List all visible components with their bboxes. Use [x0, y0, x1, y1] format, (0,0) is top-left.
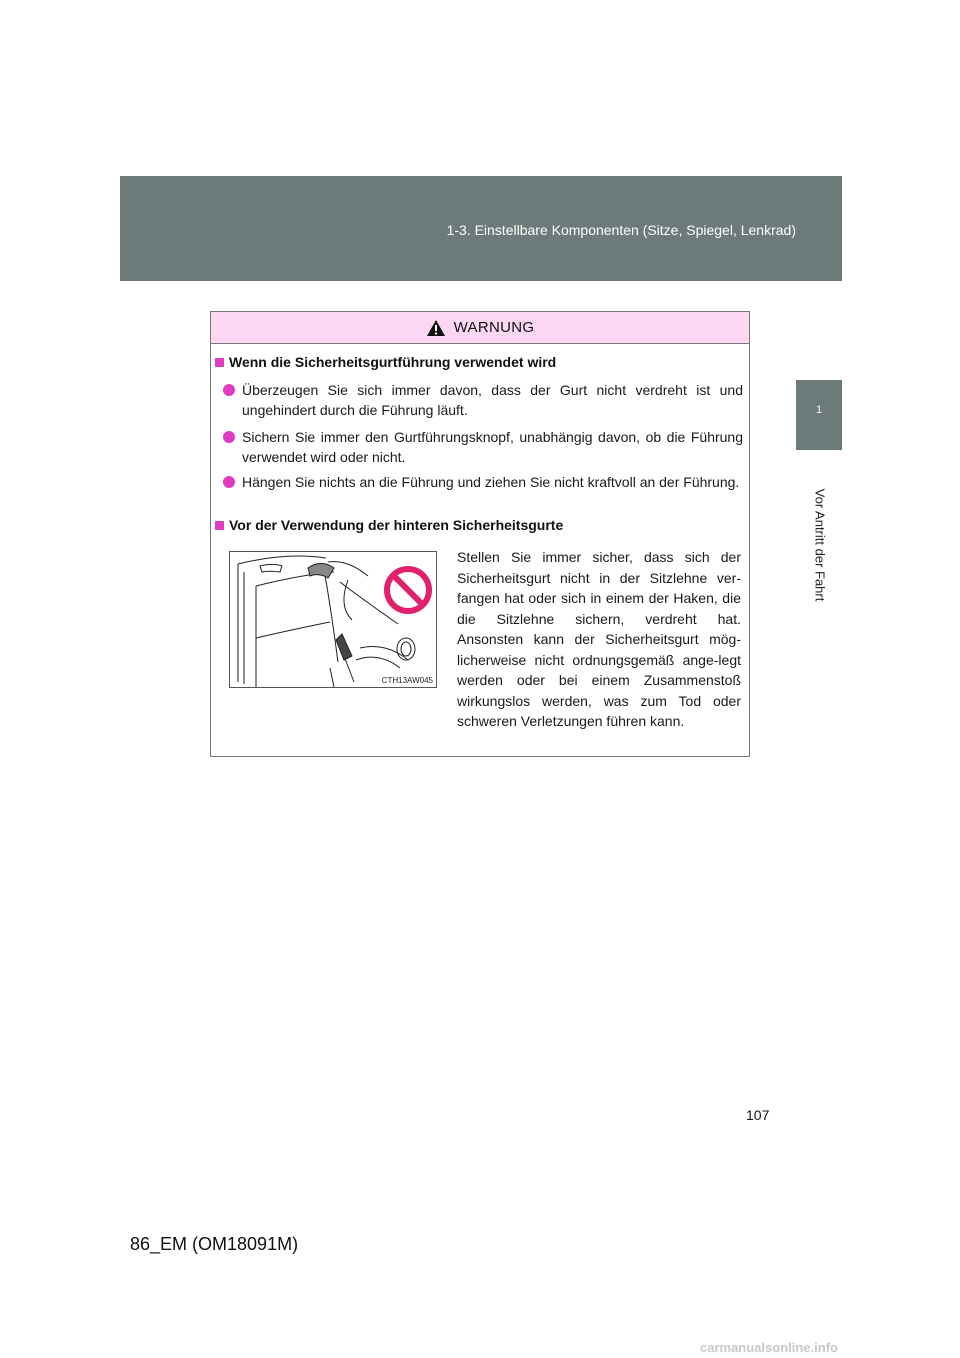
- square-bullet-icon: [215, 358, 224, 367]
- chapter-title: 1-3. Einstellbare Komponenten (Sitze, Spiegel, Lenkrad): [446, 222, 796, 238]
- warning-box: [210, 311, 750, 757]
- list-item-text: Hängen Sie nichts an die Führung und ziehen Sie nicht kraftvoll an der Führung.: [242, 474, 740, 490]
- seat-belt-illustration: [229, 551, 437, 688]
- seat-belt-drawing: [230, 552, 436, 687]
- warning-title: WARNUNG: [453, 319, 535, 336]
- section-heading-text: Vor der Verwendung der hinteren Sicherheitsgurte: [229, 517, 564, 533]
- list-item: [223, 472, 743, 492]
- figure-code: CTH13AW045: [381, 676, 433, 685]
- list-item: [223, 380, 743, 420]
- section-heading-rear-belts: [215, 517, 563, 533]
- page-number: 107: [746, 1107, 770, 1123]
- list-item: [223, 427, 743, 467]
- list-item-text: Überzeugen Sie sich immer davon, dass der Gurt nicht verdreht ist und ungehindert durch die Führung läuft.: [242, 382, 743, 418]
- warning-triangle-icon: [426, 319, 446, 337]
- document-code: 86_EM (OM18091M): [130, 1234, 299, 1254]
- warning-header: [211, 312, 749, 344]
- chapter-tab: [796, 380, 842, 450]
- rear-belt-warning-text: Stellen Sie immer sicher, dass sich der Sicherheitsgurt nicht in der Sitzlehne ver-fangen hat oder sich in einem der Haken, die die Sitzlehne sichern, verdreht hat. Ansonsten kann der Sicherheitsgurt mög-licherweise nicht ordnungsgemäß ange-legt werden oder bei einem Zusammenstoß wirkungslos werden, was zum Tod oder schweren Verletzungen führen kann.: [457, 549, 741, 729]
- section-heading-text: Wenn die Sicherheitsgurtführung verwendet wird: [229, 354, 557, 370]
- chapter-side-label-wrap: [807, 480, 833, 610]
- section-heading-guide: [215, 354, 556, 370]
- chapter-side-label: Vor Antritt der Fahrt: [812, 488, 828, 602]
- round-bullet-icon: [223, 384, 235, 396]
- round-bullet-icon: [223, 476, 235, 488]
- watermark: carmanualsonline.info: [700, 1340, 838, 1355]
- round-bullet-icon: [223, 431, 235, 443]
- chapter-tab-number: 1: [815, 404, 823, 416]
- list-item-text: Sichern Sie immer den Gurtführungsknopf, unabhängig davon, ob die Führung verwendet wird oder nicht.: [242, 429, 743, 465]
- square-bullet-icon: [215, 521, 224, 530]
- chapter-header-band: [120, 176, 842, 281]
